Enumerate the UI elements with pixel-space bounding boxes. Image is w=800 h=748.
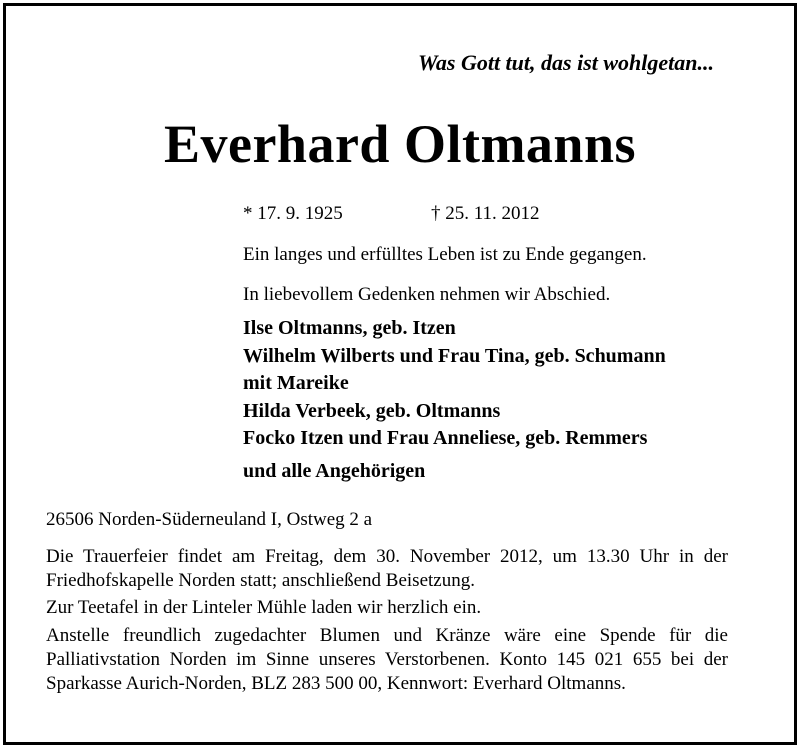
farewell-statement: In liebevollem Gedenken nehmen wir Abschied. [243, 284, 611, 305]
funeral-info: Die Trauerfeier findet am Freitag, dem 30. November 2012, um 13.30 Uhr in der Friedhofskapelle Norden statt; anschließend Beisetzung. [46, 546, 728, 591]
deceased-name: Everhard Oltmanns [163, 114, 637, 174]
mourners-list [243, 315, 666, 485]
tea-invitation: Zur Teetafel in der Linteler Mühle laden wir herzlich ein. [46, 597, 482, 618]
mourner-line: Hilda Verbeek, geb. Oltmanns [243, 399, 501, 422]
life-dates [243, 203, 540, 225]
mourner-line: Focko Itzen und Frau Anneliese, geb. Remmers [243, 427, 648, 449]
mourner-line: und alle Angehörigen [243, 459, 426, 482]
mourner-line: Ilse Oltmanns, geb. Itzen [243, 317, 456, 339]
life-statement: Ein langes und erfülltes Leben ist zu Ende gegangen. [243, 244, 647, 265]
mourner-line: mit Mareike [243, 372, 349, 394]
death-date: † 25. 11. 2012 [431, 203, 540, 224]
motto-quote: Was Gott tut, das ist wohlgetan... [417, 50, 714, 75]
mourner-line: Wilhelm Wilberts und Frau Tina, geb. Schumann [243, 344, 666, 367]
family-address: 26506 Norden-Süderneuland I, Ostweg 2 a [46, 509, 373, 530]
donation-info: Anstelle freundlich zugedachter Blumen und Kränze wäre eine Spende für die Palliativstation Norden im Sinne unseres Verstorbenen. Konto 145 021 655 bei der Sparkasse Aurich-Norden, BLZ 283 500 00, Kennwort: Everhard Oltmanns. [46, 625, 728, 694]
birth-date: * 17. 9. 1925 [243, 203, 343, 224]
